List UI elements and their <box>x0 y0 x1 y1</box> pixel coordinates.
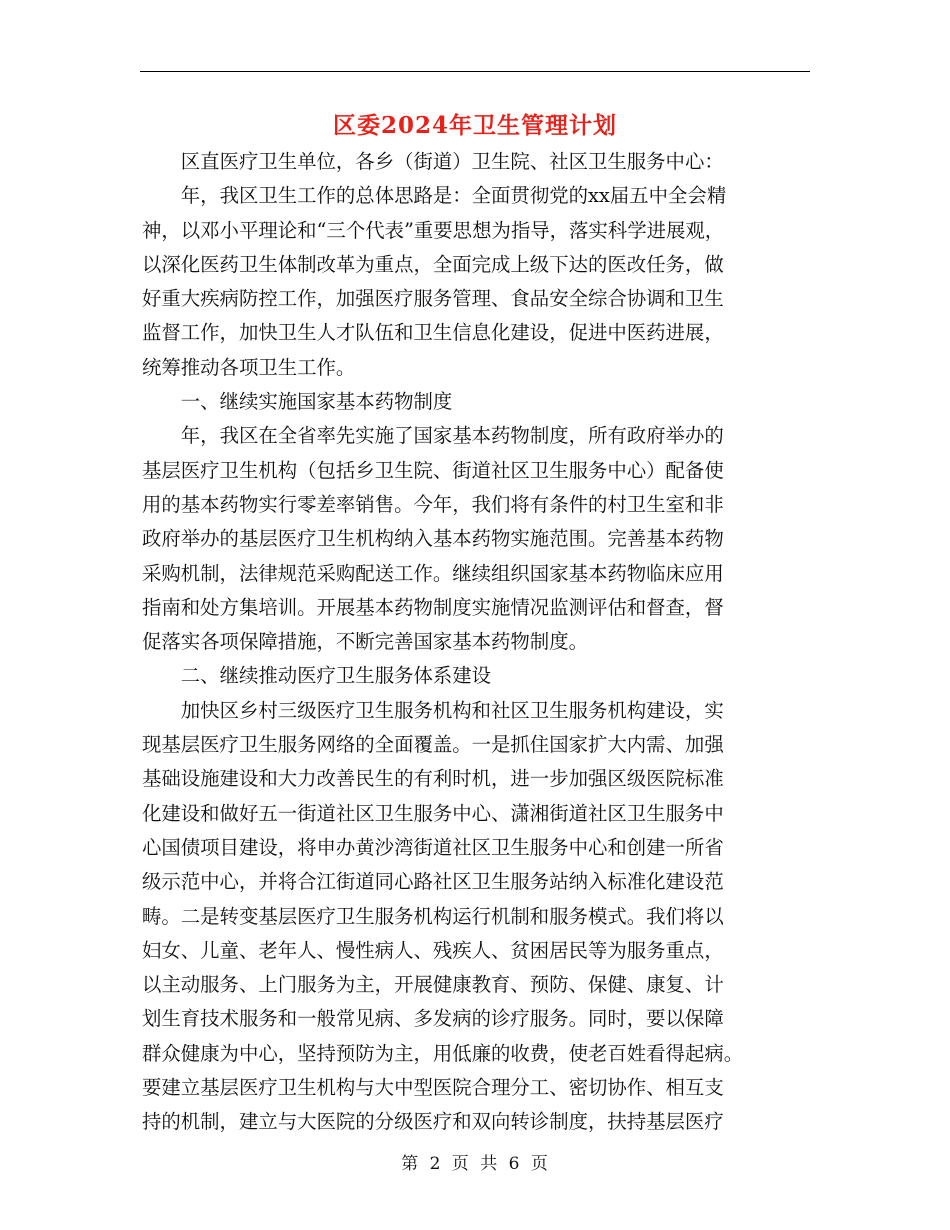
paragraph-line: 好重大疾病防控工作，加强医疗服务管理、食品安全综合协调和卫生 <box>142 287 724 311</box>
paragraph-line: 采购机制，法律规范采购配送工作。继续组织国家基本药物临床应用 <box>142 561 724 585</box>
paragraph-line: 划生育技术服务和一般常见病、多发病的诊疗服务。同时，要以保障 <box>142 1007 724 1031</box>
paragraph-line: 群众健康为中心，坚持预防为主，用低廉的收费，使老百姓看得起病。 <box>142 1041 744 1065</box>
paragraph <box>142 419 814 659</box>
page-footer <box>0 1150 950 1178</box>
paragraph-line: 指南和处方集培训。开展基本药物制度实施情况监测评估和督查，督 <box>142 595 724 619</box>
paragraph-line: 年，我区卫生工作的总体思路是：全面贯彻党的xx届五中全会精 <box>180 184 727 208</box>
paragraph-line: 促落实各项保障措施，不断完善国家基本药物制度。 <box>142 630 588 654</box>
paragraph-line: 基础设施建设和大力改善民生的有利时机，进一步加强区级医院标准 <box>142 767 724 791</box>
paragraph <box>142 694 814 1140</box>
paragraph-line: 持的机制，建立与大医院的分级医疗和双向转诊制度，扶持基层医疗 <box>142 1110 724 1134</box>
paragraph-line: 统筹推动各项卫生工作。 <box>142 355 356 379</box>
paragraph-line: 级示范中心，并将合江街道同心路社区卫生服务站纳入标准化建设范 <box>142 870 724 894</box>
paragraph-line: 一、继续实施国家基本药物制度 <box>180 390 453 414</box>
paragraph-line: 用的基本药物实行零差率销售。今年，我们将有条件的村卫生室和非 <box>142 492 724 516</box>
paragraph-line: 神，以邓小平理论和“三个代表”重要思想为指导，落实科学进展观， <box>142 218 725 242</box>
footer-total-unit: 页 <box>530 1154 549 1174</box>
paragraph-line: 现基层医疗卫生服务网络的全面覆盖。一是抓住国家扩大内需、加强 <box>142 733 724 757</box>
document-body <box>142 145 814 1140</box>
header-rule <box>140 71 810 72</box>
paragraph <box>142 179 814 385</box>
paragraph-line: 加快区乡村三级医疗卫生服务机构和社区卫生服务机构建设，实 <box>180 698 724 722</box>
paragraph-line: 心国债项目建设，将申办黄沙湾街道社区卫生服务中心和创建一所省 <box>142 835 724 859</box>
paragraph-line: 年，我区在全省率先实施了国家基本药物制度，所有政府举办的 <box>180 424 724 448</box>
paragraph <box>142 385 814 419</box>
paragraph-line: 以主动服务、上门服务为主，开展健康教育、预防、保健、康复、计 <box>142 973 724 997</box>
paragraph-line: 要建立基层医疗卫生机构与大中型医院合理分工、密切协作、相互支 <box>142 1076 724 1100</box>
document-title: 区委2024年卫生管理计划 <box>332 112 617 139</box>
paragraph-line: 政府举办的基层医疗卫生机构纳入基本药物实施范围。完善基本药物 <box>142 527 724 551</box>
paragraph-line: 监督工作，加快卫生人才队伍和卫生信息化建设，促进中医药进展， <box>142 321 724 345</box>
paragraph-line: 妇女、儿童、老年人、慢性病人、残疾人、贫困居民等为服务重点， <box>142 938 724 962</box>
paragraph-line: 畴。二是转变基层医疗卫生服务机构运行机制和服务模式。我们将以 <box>142 904 724 928</box>
footer-page-label: 第 <box>401 1154 420 1174</box>
paragraph-line: 二、继续推动医疗卫生服务体系建设 <box>180 664 492 688</box>
footer-total-pages: 6 <box>508 1154 521 1174</box>
paragraph-line: 区直医疗卫生单位，各乡（街道）卫生院、社区卫生服务中心： <box>180 150 724 173</box>
paragraph <box>142 145 814 179</box>
footer-total-label: 共 <box>480 1154 499 1174</box>
footer-page-number: 2 <box>429 1154 442 1174</box>
paragraph-line: 基层医疗卫生机构（包括乡卫生院、街道社区卫生服务中心）配备使 <box>142 458 724 482</box>
paragraph-line: 化建设和做好五一街道社区卫生服务中心、潇湘街道社区卫生服务中 <box>142 801 724 825</box>
paragraph-line: 以深化医药卫生体制改革为重点，全面完成上级下达的医改任务，做 <box>142 252 724 276</box>
footer-page-unit: 页 <box>451 1154 470 1174</box>
paragraph <box>142 659 814 693</box>
